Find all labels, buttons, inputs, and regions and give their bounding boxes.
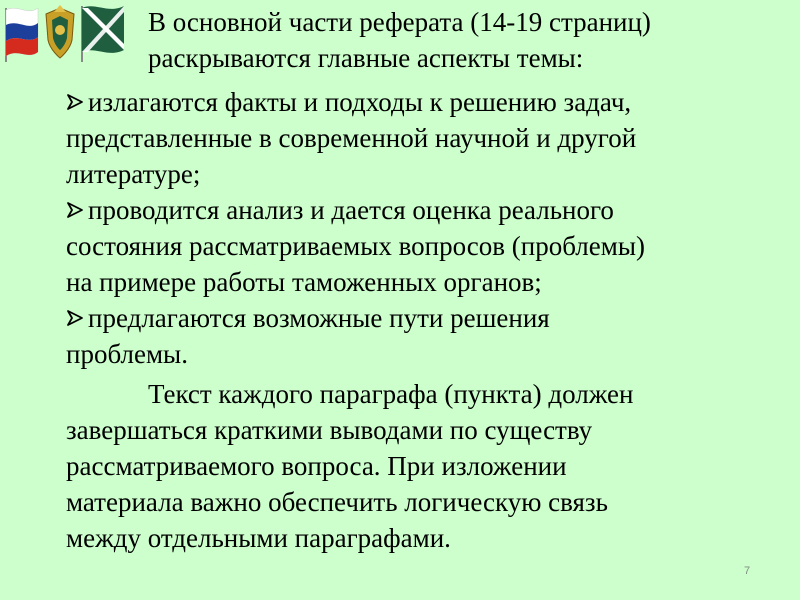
page-number: 7 — [744, 565, 751, 577]
bullet-1-line-1: излагаются факты и подходы к решению задач, — [66, 84, 631, 120]
conclusion-line-3: рассматриваемого вопроса. При изложении — [66, 451, 567, 481]
conclusion-line-4: материала важно обеспечить логическую связь — [66, 487, 608, 517]
bullet-3-line-1: предлагаются возможные пути решения — [66, 300, 550, 336]
bullet-1-line-3: литературе; — [66, 159, 201, 189]
conclusion-line-2: завершаться краткими выводами по существу — [66, 415, 593, 445]
arrow-bullet-icon — [66, 300, 88, 336]
customs-emblem-flags-icon — [0, 0, 125, 64]
bullet-2-line-1: проводится анализ и дается оценка реального — [66, 192, 614, 228]
bullet-1-line-2: представленные в современной научной и другой — [66, 123, 637, 153]
intro-line-2: раскрываются главные аспекты темы: — [148, 43, 584, 73]
bullet-3-line-2: проблемы. — [66, 339, 188, 369]
conclusion-line-5: между отдельными параграфами. — [66, 523, 451, 553]
intro-line-1: В основной части реферата (14-19 страниц) — [148, 7, 651, 37]
bullet-2-line-3: на примере работы таможенных органов; — [66, 267, 542, 297]
arrow-bullet-icon — [66, 84, 88, 120]
bullet-2-line-2: состояния рассматриваемых вопросов (проблемы) — [66, 231, 645, 261]
conclusion-line-1: Текст каждого параграфа (пункта) должен — [148, 379, 634, 409]
arrow-bullet-icon — [66, 192, 88, 228]
